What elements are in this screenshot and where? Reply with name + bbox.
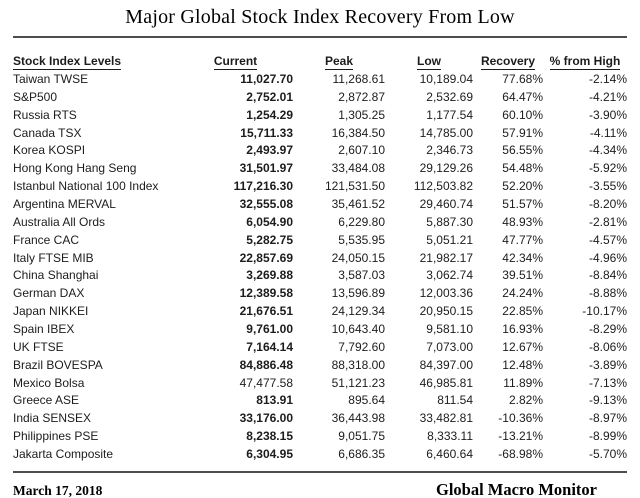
table-row bbox=[13, 427, 627, 445]
index-name-cell: Jakarta Composite bbox=[13, 446, 114, 461]
peak-cell: 6,229.80 bbox=[338, 214, 385, 229]
recovery-cell: 51.57% bbox=[502, 196, 543, 211]
from-high-cell: -4.57% bbox=[588, 232, 627, 247]
column-header-peak bbox=[293, 50, 385, 70]
index-name-cell: Argentina MERVAL bbox=[13, 196, 116, 211]
index-name-cell: India SENSEX bbox=[13, 411, 92, 426]
column-header-current bbox=[178, 50, 293, 70]
recovery-cell: 60.10% bbox=[502, 107, 543, 122]
table-row bbox=[13, 445, 627, 463]
table-row bbox=[13, 391, 627, 409]
low-cell: 112,503.82 bbox=[413, 179, 473, 194]
current-cell: 21,676.51 bbox=[239, 304, 293, 319]
table-row bbox=[13, 302, 627, 320]
recovery-cell: 42.34% bbox=[502, 250, 543, 265]
from-high-cell: -4.11% bbox=[589, 125, 627, 140]
column-header-percent-from-high bbox=[543, 50, 627, 70]
peak-cell: 16,384.50 bbox=[331, 125, 385, 140]
column-header-stock-index-levels bbox=[13, 50, 178, 70]
current-cell: 7,164.14 bbox=[246, 339, 293, 354]
index-name-cell: Korea KOSPI bbox=[13, 143, 86, 158]
low-cell: 10,189.04 bbox=[419, 71, 473, 86]
low-cell: 6,460.64 bbox=[426, 446, 473, 461]
from-high-cell: -8.88% bbox=[588, 286, 627, 301]
from-high-cell: -2.14% bbox=[588, 71, 627, 86]
table-row bbox=[13, 177, 627, 195]
index-name-cell: Russia RTS bbox=[13, 107, 77, 122]
current-cell: 47,477.58 bbox=[239, 375, 293, 390]
table-row bbox=[13, 284, 627, 302]
peak-cell: 6,686.35 bbox=[338, 446, 385, 461]
from-high-cell: -4.96% bbox=[588, 250, 627, 265]
index-name-cell: UK FTSE bbox=[13, 339, 64, 354]
peak-cell: 3,587.03 bbox=[338, 268, 385, 283]
report-source: Global Macro Monitor bbox=[435, 479, 597, 498]
peak-cell: 895.64 bbox=[348, 393, 385, 408]
low-cell: 8,333.11 bbox=[427, 429, 473, 444]
index-name-cell: S&P500 bbox=[13, 89, 58, 104]
index-name-cell: Spain IBEX bbox=[13, 321, 75, 336]
current-cell: 15,711.33 bbox=[240, 125, 293, 140]
column-header-recovery bbox=[473, 50, 543, 70]
from-high-cell: -3.90% bbox=[588, 107, 627, 122]
recovery-cell: -10.36% bbox=[498, 411, 543, 426]
table-row bbox=[13, 141, 627, 159]
from-high-cell: -8.06% bbox=[588, 339, 627, 354]
current-cell: 32,555.08 bbox=[239, 196, 293, 211]
from-high-cell: -4.21% bbox=[588, 89, 627, 104]
from-high-cell: -8.97% bbox=[588, 411, 627, 426]
index-name-cell: Canada TSX bbox=[13, 125, 82, 140]
column-header-low bbox=[385, 50, 473, 70]
current-cell: 2,752.01 bbox=[246, 89, 293, 104]
current-cell: 6,304.95 bbox=[246, 446, 293, 461]
from-high-cell: -2.81% bbox=[588, 214, 627, 229]
index-name-cell: Taiwan TWSE bbox=[13, 71, 89, 86]
from-high-cell: -8.99% bbox=[588, 429, 627, 444]
table-row bbox=[13, 124, 627, 142]
peak-cell: 2,607.10 bbox=[338, 143, 385, 158]
index-name-cell: China Shanghai bbox=[13, 268, 99, 283]
current-cell: 84,886.48 bbox=[239, 357, 293, 372]
peak-cell: 121,531.50 bbox=[324, 179, 385, 194]
index-name-cell: France CAC bbox=[13, 232, 80, 247]
table-row bbox=[13, 249, 627, 267]
low-cell: 5,887.30 bbox=[426, 214, 473, 229]
low-cell: 7,073.00 bbox=[426, 339, 473, 354]
index-table bbox=[13, 50, 627, 463]
peak-cell: 88,318.00 bbox=[331, 357, 385, 372]
index-name-cell: Hong Kong Hang Seng bbox=[13, 161, 137, 176]
low-cell: 1,177.54 bbox=[426, 107, 473, 122]
recovery-cell: 47.77% bbox=[502, 232, 543, 247]
index-name-cell: German DAX bbox=[13, 286, 85, 301]
report-footer bbox=[13, 480, 627, 498]
table-row bbox=[13, 231, 627, 249]
recovery-cell: 11.89% bbox=[503, 375, 543, 390]
recovery-cell: 56.55% bbox=[502, 143, 543, 158]
from-high-cell: -5.92% bbox=[588, 161, 627, 176]
column-header-label: Recovery bbox=[480, 54, 536, 68]
recovery-cell: -13.21% bbox=[498, 429, 543, 444]
from-high-cell: -3.89% bbox=[588, 357, 627, 372]
low-cell: 29,460.74 bbox=[419, 196, 473, 211]
current-cell: 31,501.97 bbox=[239, 161, 293, 176]
low-cell: 84,397.00 bbox=[419, 357, 473, 372]
from-high-cell: -10.17% bbox=[582, 304, 627, 319]
recovery-cell: 24.24% bbox=[502, 286, 543, 301]
peak-cell: 7,792.60 bbox=[338, 339, 385, 354]
table-row bbox=[13, 266, 627, 284]
peak-cell: 5,535.95 bbox=[338, 232, 385, 247]
low-cell: 9,581.10 bbox=[426, 321, 473, 336]
from-high-cell: -8.29% bbox=[588, 321, 627, 336]
recovery-cell: 52.20% bbox=[502, 179, 543, 194]
low-cell: 2,532.69 bbox=[426, 89, 473, 104]
recovery-cell: 48.93% bbox=[502, 214, 543, 229]
recovery-cell: 12.67% bbox=[502, 339, 543, 354]
recovery-cell: 64.47% bbox=[502, 89, 543, 104]
current-cell: 813.91 bbox=[256, 393, 293, 408]
from-high-cell: -4.34% bbox=[588, 143, 627, 158]
peak-cell: 11,268.61 bbox=[332, 71, 385, 86]
recovery-cell: 54.48% bbox=[502, 161, 543, 176]
from-high-cell: -8.20% bbox=[588, 196, 627, 211]
low-cell: 21,982.17 bbox=[419, 250, 473, 265]
current-cell: 8,238.15 bbox=[246, 429, 293, 444]
peak-cell: 10,643.40 bbox=[331, 321, 385, 336]
column-header-label: Stock Index Levels bbox=[13, 54, 122, 68]
column-header-label: % from High bbox=[549, 54, 621, 68]
index-name-cell: Brazil BOVESPA bbox=[13, 357, 103, 372]
low-cell: 3,062.74 bbox=[426, 268, 473, 283]
from-high-cell: -7.13% bbox=[588, 375, 627, 390]
peak-cell: 9,051.75 bbox=[338, 429, 385, 444]
current-cell: 6,054.90 bbox=[246, 214, 293, 229]
low-cell: 20,950.15 bbox=[419, 304, 473, 319]
from-high-cell: -5.70% bbox=[588, 446, 627, 461]
header-row bbox=[13, 50, 627, 70]
recovery-cell: 57.91% bbox=[502, 125, 543, 140]
table-row bbox=[13, 195, 627, 213]
index-name-cell: Greece ASE bbox=[13, 393, 80, 408]
low-cell: 33,482.81 bbox=[419, 411, 473, 426]
peak-cell: 24,129.34 bbox=[331, 304, 385, 319]
peak-cell: 51,121.23 bbox=[331, 375, 385, 390]
low-cell: 46,985.81 bbox=[419, 375, 473, 390]
low-cell: 811.54 bbox=[437, 393, 473, 408]
recovery-cell: 12.48% bbox=[502, 357, 543, 372]
report-date: March 17, 2018 bbox=[13, 482, 103, 498]
low-cell: 5,051.21 bbox=[426, 232, 473, 247]
recovery-cell: 77.68% bbox=[502, 71, 543, 86]
low-cell: 14,785.00 bbox=[419, 125, 473, 140]
table-row bbox=[13, 338, 627, 356]
table-row bbox=[13, 70, 627, 88]
peak-cell: 36,443.98 bbox=[331, 411, 385, 426]
table-row bbox=[13, 159, 627, 177]
low-cell: 2,346.73 bbox=[426, 143, 473, 158]
from-high-cell: -3.55% bbox=[588, 179, 627, 194]
column-header-label: Peak bbox=[324, 54, 354, 68]
recovery-cell: 39.51% bbox=[502, 268, 543, 283]
table-row bbox=[13, 356, 627, 374]
bottom-divider bbox=[13, 471, 627, 473]
table-row bbox=[13, 88, 627, 106]
recovery-cell: 16.93% bbox=[502, 321, 543, 336]
from-high-cell: -8.84% bbox=[588, 268, 627, 283]
current-cell: 22,857.69 bbox=[239, 250, 293, 265]
low-cell: 29,129.26 bbox=[419, 161, 473, 176]
peak-cell: 35,461.52 bbox=[331, 196, 385, 211]
current-cell: 33,176.00 bbox=[239, 411, 293, 426]
peak-cell: 13,596.89 bbox=[331, 286, 385, 301]
recovery-cell: 22.85% bbox=[502, 304, 543, 319]
index-name-cell: Mexico Bolsa bbox=[13, 375, 85, 390]
report-title: Major Global Stock Index Recovery From Low bbox=[125, 6, 515, 28]
table-row bbox=[13, 213, 627, 231]
current-cell: 12,389.58 bbox=[239, 286, 293, 301]
table-row bbox=[13, 374, 627, 392]
index-name-cell: Italy FTSE MIB bbox=[13, 250, 94, 265]
current-cell: 9,761.00 bbox=[246, 321, 293, 336]
column-header-label: Low bbox=[417, 54, 441, 68]
from-high-cell: -9.13% bbox=[588, 393, 627, 408]
peak-cell: 33,484.08 bbox=[331, 161, 385, 176]
current-cell: 2,493.97 bbox=[246, 143, 293, 158]
current-cell: 5,282.75 bbox=[246, 232, 293, 247]
table-row bbox=[13, 106, 627, 124]
current-cell: 1,254.29 bbox=[246, 107, 293, 122]
index-name-cell: Philippines PSE bbox=[13, 429, 99, 444]
low-cell: 12,003.36 bbox=[419, 286, 473, 301]
index-name-cell: Japan NIKKEI bbox=[13, 304, 89, 319]
current-cell: 3,269.88 bbox=[246, 268, 293, 283]
recovery-cell: -68.98% bbox=[498, 446, 543, 461]
peak-cell: 24,050.15 bbox=[331, 250, 385, 265]
index-name-cell: Australia All Ords bbox=[13, 214, 106, 229]
column-header-label: Current bbox=[213, 54, 258, 68]
table-body bbox=[13, 70, 627, 463]
peak-cell: 1,305.25 bbox=[338, 107, 385, 122]
table-row bbox=[13, 320, 627, 338]
index-name-cell: Istanbul National 100 Index bbox=[13, 179, 159, 194]
current-cell: 117,216.30 bbox=[233, 179, 293, 194]
title-divider bbox=[13, 36, 627, 38]
table-row bbox=[13, 409, 627, 427]
recovery-cell: 2.82% bbox=[508, 393, 543, 408]
peak-cell: 2,872.87 bbox=[338, 89, 385, 104]
current-cell: 11,027.70 bbox=[240, 71, 293, 86]
